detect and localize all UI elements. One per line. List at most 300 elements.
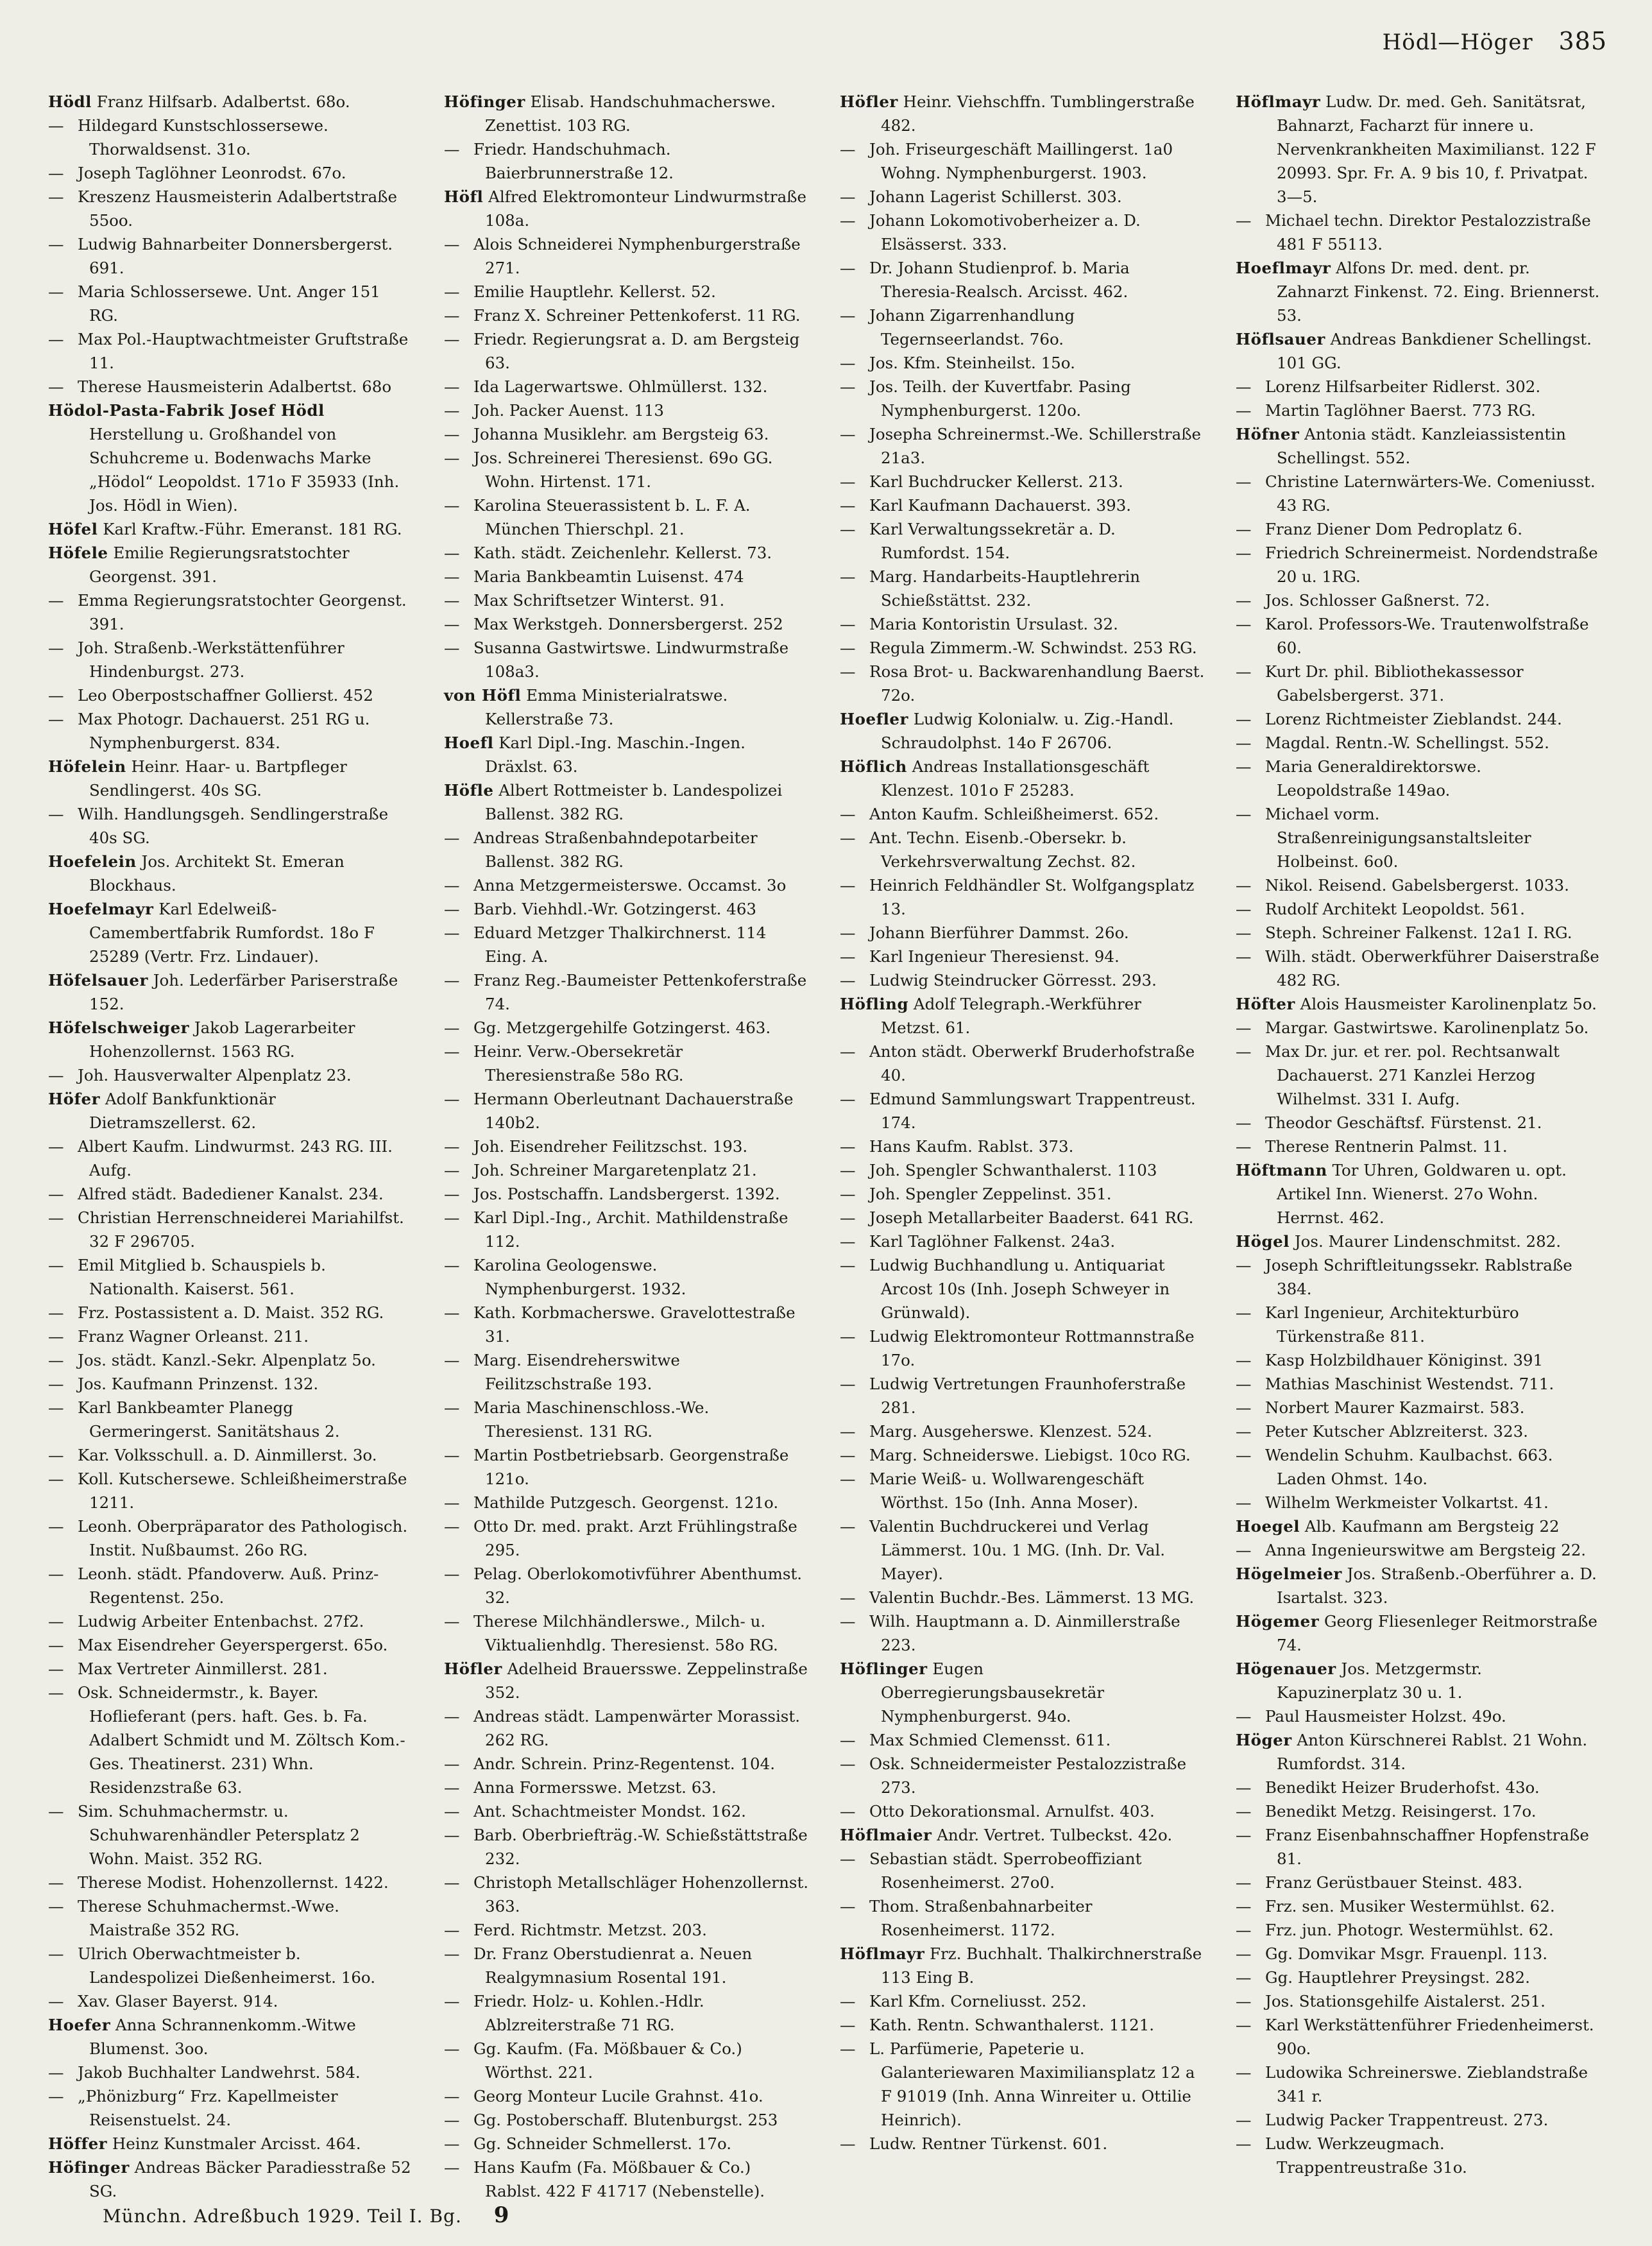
directory-entry (48, 161, 413, 185)
entry-dash: — (840, 662, 856, 681)
entry-dash: — (444, 449, 460, 467)
entry-details: Wendelin Schuhm. Kaulbachst. 663. Laden Ohmst. 14o. (1265, 1446, 1553, 1488)
entry-dash: — (444, 900, 460, 918)
entry-details: Alois Hausmeister Karolinenplatz 5o. (1300, 995, 1597, 1013)
entry-dash: — (840, 211, 856, 230)
entry-dash: — (444, 1161, 460, 1179)
directory-entry (1236, 1396, 1601, 1419)
entry-details: Alfred städt. Badediener Kanalst. 234. (78, 1185, 384, 1203)
entry-dash: — (48, 1944, 64, 1963)
entry-dash: — (1236, 2063, 1252, 2082)
entry-details: Joh. Spengler Zeppelinst. 351. (869, 1185, 1112, 1203)
entry-details: Gg. Schneider Schmellerst. 17o. (473, 2134, 732, 2153)
entry-details: Magdal. Rentn.-W. Schellingst. 552. (1265, 733, 1549, 752)
entry-details: Jos. Maurer Lindenschmitst. 282. (1294, 1232, 1562, 1251)
entry-details: Frz. sen. Musiker Westermühlst. 62. (1265, 1897, 1555, 1916)
directory-entry (1236, 1514, 1601, 1538)
directory-entry (444, 1514, 809, 1562)
entry-dash: — (444, 1612, 460, 1631)
entry-details: Marg. Ausgeherswe. Klenzest. 524. (869, 1422, 1152, 1441)
entry-dash: — (840, 472, 856, 491)
entry-dash: — (840, 1375, 856, 1393)
directory-entry (48, 1443, 413, 1467)
directory-entry (444, 778, 809, 826)
entry-surname: Hoefler (840, 710, 908, 728)
entry-details: Johann Bierführer Dammst. 26o. (869, 923, 1129, 942)
directory-entry (444, 493, 809, 541)
entry-details: Joh. Schreiner Margaretenplatz 21. (473, 1161, 757, 1179)
directory-entry (444, 826, 809, 873)
entry-details: Max Vertreter Ainmillerst. 281. (78, 1659, 328, 1678)
directory-entry (840, 873, 1205, 921)
entry-surname: Höfner (1236, 425, 1300, 443)
entry-details: Joseph Metallarbeiter Baaderst. 641 RG. (869, 1208, 1194, 1227)
directory-entry (444, 90, 809, 137)
entry-details: Pelag. Oberlokomotivführer Abenthumst. 32. (473, 1564, 803, 1607)
directory-entry (1236, 327, 1601, 375)
entry-dash: — (1236, 1968, 1252, 1987)
directory-entry (1236, 1253, 1601, 1301)
entry-dash: — (48, 1612, 64, 1631)
directory-entry (444, 1704, 809, 1752)
directory-entry (840, 1040, 1205, 1087)
entry-dash: — (444, 615, 460, 633)
entry-details: L. Parfümerie, Papeterie u. Galanteriewaren Maximiliansplatz 12 a F 91019 (Inh. Anna Winreiter u. Ottilie Heinrich). (869, 2039, 1195, 2129)
entry-dash: — (1236, 1256, 1252, 1274)
entry-dash: — (840, 354, 856, 372)
entry-details: Heinrich Feldhändler St. Wolfgangsplatz 13. (869, 876, 1195, 918)
entry-details: Kath. Rentn. Schwanthalerst. 1121. (869, 2016, 1155, 2034)
entry-dash: — (840, 876, 856, 895)
directory-entry (48, 327, 413, 375)
directory-entry (1236, 731, 1601, 755)
directory-entry (48, 636, 413, 683)
directory-entry (840, 256, 1205, 304)
directory-entry (1236, 897, 1601, 921)
entry-dash: — (1236, 377, 1252, 396)
entry-dash: — (48, 1636, 64, 1654)
directory-entry (444, 1918, 809, 1942)
entry-details: Johanna Musiklehr. am Bergsteig 63. (473, 425, 769, 443)
entry-details: Marie Weiß- u. Wollwarengeschäft Wörthst. 15o (Inh. Anna Moser). (869, 1470, 1145, 1512)
entry-details: Ferd. Richtmstr. Metzst. 203. (473, 1921, 707, 1939)
entry-details: Joh. Spengler Schwanthalerst. 1103 (869, 1161, 1157, 1179)
entry-details: Hans Kaufm (Fa. Mößbauer & Co.) Rablst. 422 F 41717 (Nebenstelle). (473, 2158, 765, 2200)
entry-dash: — (840, 1232, 856, 1251)
entry-dash: — (444, 1256, 460, 1274)
entry-surname: Höflmaier (840, 1826, 932, 1844)
directory-entry (840, 1752, 1205, 1799)
entry-surname: Höger (1236, 1731, 1292, 1749)
directory-entry (444, 1776, 809, 1799)
entry-surname: Höfler (840, 92, 898, 111)
entry-details: Jos. Straßenb.-Oberführer a. D. Isartalst. 323. (1277, 1564, 1597, 1607)
entry-details: Joseph Taglöhner Leonrodst. 67o. (78, 164, 346, 182)
entry-details: Karolina Geologenswe. Nymphenburgerst. 1932. (473, 1256, 686, 1298)
entry-dash: — (1236, 1707, 1252, 1726)
directory-entry (1236, 1538, 1601, 1562)
entry-details: Otto Dekorationsmal. Arnulfst. 403. (869, 1802, 1155, 1821)
directory-entry (1236, 2132, 1601, 2179)
directory-entry (840, 1419, 1205, 1443)
entry-details: Gg. Hauptlehrer Preysingst. 282. (1265, 1968, 1530, 1987)
entry-surname: Höffer (48, 2134, 108, 2153)
entry-details: Kreszenz Hausmeisterin Adalbertstraße 55oo. (78, 187, 398, 230)
entry-dash: — (840, 1256, 856, 1274)
entry-details: Jos. Kfm. Steinheilst. 15o. (869, 354, 1075, 372)
directory-entry (840, 1657, 1205, 1728)
entry-dash: — (840, 520, 856, 538)
directory-entry (48, 114, 413, 161)
entry-details: Lorenz Hilfsarbeiter Ridlerst. 302. (1265, 377, 1541, 396)
directory-entry (48, 1206, 413, 1253)
entry-details: Johann Lokomotivoberheizer a. D. Elsässerst. 333. (869, 211, 1141, 253)
entry-surname: Höfler (444, 1659, 502, 1678)
entry-details: Franz Wagner Orleanst. 211. (78, 1327, 309, 1346)
entry-details: Andr. Schrein. Prinz-Regentenst. 104. (473, 1754, 776, 1773)
footer-sheet: 9 (493, 2202, 510, 2228)
entry-dash: — (444, 1351, 460, 1369)
directory-entry (48, 1301, 413, 1324)
entry-surname: Höfinger (48, 2158, 130, 2177)
entry-details: Frz. jun. Photogr. Westermühlst. 62. (1265, 1921, 1554, 1939)
entry-details: Karl Ingenieur Theresienst. 94. (869, 947, 1120, 966)
directory-entry (48, 541, 413, 588)
entry-dash: — (48, 1185, 64, 1203)
entry-details: Friedr. Handschuhmach. Baierbrunnerstraße 12. (473, 140, 674, 182)
directory-entry (1236, 1419, 1601, 1443)
entry-dash: — (840, 1517, 856, 1536)
entry-dash: — (1236, 1897, 1252, 1916)
directory-entry (840, 1942, 1205, 1989)
directory-entry (444, 1609, 809, 1657)
directory-entry (444, 1823, 809, 1871)
directory-entry (1236, 612, 1601, 660)
entry-details: Kath. Korbmacherswe. Gravelottestraße 31. (473, 1303, 796, 1346)
entry-dash: — (444, 1398, 460, 1417)
entry-details: Frz. Postassistent a. D. Maist. 352 RG. (78, 1303, 384, 1322)
directory-entry (48, 375, 413, 399)
directory-entry (1236, 375, 1601, 399)
entry-details: Tor Uhren, Goldwaren u. opt. Artikel Inn. Wienerst. 27o Wohn. Herrnst. 462. (1277, 1161, 1567, 1227)
entry-surname: Höfelsauer (48, 971, 148, 990)
entry-dash: — (48, 1303, 64, 1322)
entry-details: Ant. Techn. Eisenb.-Obersekr. b. Verkehrsverwaltung Zechst. 82. (869, 828, 1136, 871)
entry-surname: Höflich (840, 757, 907, 776)
entry-details: Wilh. Hauptmann a. D. Ainmillerstraße 223. (869, 1612, 1180, 1654)
entry-dash: — (840, 923, 856, 942)
entry-details: Leonh. Oberpräparator des Pathologisch. Instit. Nußbaumst. 26o RG. (78, 1517, 408, 1559)
entry-details: Benedikt Metzg. Reisingerst. 17o. (1265, 1802, 1537, 1821)
directory-entry (444, 1040, 809, 1087)
entry-dash: — (444, 1778, 460, 1797)
column-1 (48, 90, 413, 2203)
entry-dash: — (444, 401, 460, 420)
entry-dash: — (444, 1018, 460, 1037)
directory-entry (444, 1871, 809, 1918)
directory-entry (1236, 541, 1601, 588)
entry-surname: Höfle (444, 781, 494, 800)
entry-dash: — (1236, 615, 1252, 633)
entry-details: Franz Gerüstbauer Steinst. 483. (1265, 1873, 1523, 1892)
entry-dash: — (1236, 662, 1252, 681)
entry-dash: — (840, 1897, 856, 1916)
entry-dash: — (444, 1090, 460, 1108)
directory-entry (1236, 1040, 1601, 1111)
entry-details: Jos. Schlosser Gaßnerst. 72. (1265, 591, 1490, 610)
entry-details: Gg. Postoberschaff. Blutenburgst. 253 (473, 2111, 778, 2129)
entry-dash: — (1236, 757, 1252, 776)
entry-surname: Hoefelmayr (48, 900, 154, 918)
entry-details: Mathilde Putzgesch. Georgenst. 121o. (473, 1493, 779, 1512)
entry-dash: — (48, 639, 64, 657)
entry-details: Gg. Domvikar Msgr. Frauenpl. 113. (1265, 1944, 1548, 1963)
entry-details: Karl Kraftw.-Führ. Emeranst. 181 RG. (103, 520, 402, 538)
entry-details: Therese Hausmeisterin Adalbertst. 68o (78, 377, 392, 396)
entry-surname: Höfter (1236, 995, 1295, 1013)
directory-entry (444, 1087, 809, 1135)
entry-details: Kurt Dr. phil. Bibliothekassessor Gabelsbergerst. 371. (1265, 662, 1524, 705)
directory-entry (48, 683, 413, 707)
entry-details: Maria Bankbeamtin Luisenst. 474 (473, 567, 744, 586)
entry-dash: — (1236, 2111, 1252, 2129)
entry-surname: Höfl (444, 187, 484, 206)
entry-details: Joh. Eisendreher Feilitzschst. 193. (473, 1137, 748, 1156)
directory-entry (1236, 1230, 1601, 1253)
entry-details: Nikol. Reisend. Gabelsbergerst. 1033. (1265, 876, 1569, 895)
entry-details: Johann Zigarrenhandlung Tegernseerlandst. 76o. (869, 306, 1075, 348)
entry-dash: — (840, 1849, 856, 1868)
directory-entry (48, 1135, 413, 1182)
directory-entry (840, 470, 1205, 493)
entry-surname: Hoefer (48, 2016, 111, 2034)
entry-details: Elisab. Handschuhmacherswe. Zenettist. 103 RG. (485, 92, 776, 135)
directory-entry (48, 1063, 413, 1087)
directory-entry (840, 1728, 1205, 1752)
entry-details: Ludwig Arbeiter Entenbachst. 27f2. (78, 1612, 364, 1631)
directory-entry (1236, 2013, 1601, 2061)
entry-details: Karolina Steuerassistent b. L. F. A. München Thierschpl. 21. (473, 496, 751, 538)
entry-dash: — (840, 1327, 856, 1346)
entry-details: Ludwig Elektromonteur Rottmannstraße 17o. (869, 1327, 1195, 1369)
entry-details: Karl Kaufmann Dachauerst. 393. (869, 496, 1132, 515)
entry-details: Emil Mitglied b. Schauspiels b. Nationalth. Kaiserst. 561. (78, 1256, 326, 1298)
directory-entry (840, 612, 1205, 636)
directory-entry (444, 565, 809, 588)
directory-entry (444, 873, 809, 897)
entry-dash: — (1236, 1018, 1252, 1037)
directory-entry (444, 2156, 809, 2203)
directory-entry (1236, 802, 1601, 873)
entry-dash: — (1236, 1493, 1252, 1512)
directory-entry (444, 731, 809, 778)
directory-entry (444, 1348, 809, 1396)
directory-entry (48, 1396, 413, 1443)
directory-entry (48, 1087, 413, 1135)
directory-entry (1236, 1016, 1601, 1040)
entry-dash: — (1236, 1802, 1252, 1821)
entry-details: Max Werkstgeh. Donnersbergerst. 252 (473, 615, 783, 633)
entry-details: Anna Formersswe. Metzst. 63. (473, 1778, 717, 1797)
directory-entry (444, 1396, 809, 1443)
entry-dash: — (840, 2134, 856, 2153)
directory-entry (444, 422, 809, 446)
directory-entry (840, 826, 1205, 873)
entry-dash: — (48, 116, 64, 135)
column-3 (840, 90, 1205, 2203)
directory-entry (840, 517, 1205, 565)
entry-dash: — (1236, 733, 1252, 752)
entry-details: Lorenz Richtmeister Zieblandst. 244. (1265, 710, 1562, 728)
directory-entry (1236, 209, 1601, 256)
entry-dash: — (444, 567, 460, 586)
entry-details: Emma Regierungsratstochter Georgenst. 391. (78, 591, 407, 633)
directory-entry (840, 1253, 1205, 1324)
entry-details: Dr. Johann Studienprof. b. Maria Theresia-Realsch. Arcisst. 462. (869, 259, 1130, 301)
entry-details: Emma Ministerialratswe. Kellerstraße 73. (485, 686, 728, 728)
directory-entry (444, 1491, 809, 1514)
entry-surname: Höfer (48, 1090, 101, 1108)
entry-dash: — (444, 876, 460, 895)
entry-details: Alb. Kaufmann am Bergsteig 22 (1304, 1517, 1560, 1536)
directory-entry (444, 375, 809, 399)
entry-details: Barb. Viehhdl.-Wr. Gotzingerst. 463 (473, 900, 756, 918)
entry-dash: — (444, 282, 460, 301)
directory-entry (1236, 1562, 1601, 1609)
entry-details: Hermann Oberleutnant Dachauerstraße 140b2. (473, 1090, 794, 1132)
entry-dash: — (1236, 1873, 1252, 1892)
entry-dash: — (1236, 805, 1252, 823)
entry-surname: Hoegel (1236, 1517, 1300, 1536)
entry-dash: — (48, 686, 64, 705)
directory-entry (840, 755, 1205, 802)
entry-details: Antonia städt. Kanzleiassistentin Schellingst. 552. (1277, 425, 1566, 467)
directory-entry (48, 802, 413, 850)
entry-details: Adolf Bankfunktionär Dietramszellerst. 62. (89, 1090, 276, 1132)
directory-entry (48, 1324, 413, 1348)
entry-dash: — (444, 1564, 460, 1583)
directory-entry (48, 1942, 413, 1989)
directory-entry (444, 2084, 809, 2108)
entry-dash: — (48, 1564, 64, 1583)
directory-entry (840, 1443, 1205, 1467)
entry-dash: — (444, 1185, 460, 1203)
entry-details: Karl Dipl.-Ing. Maschin.-Ingen. Dräxlst. 63. (485, 733, 745, 776)
entry-dash: — (1236, 1113, 1252, 1132)
entry-dash: — (840, 1042, 856, 1061)
entry-dash: — (444, 2087, 460, 2105)
entry-dash: — (840, 1090, 856, 1108)
entry-details: Anton Kürschnerei Rablst. 21 Wohn. Rumfordst. 314. (1277, 1731, 1588, 1773)
entry-details: Michael vorm. Straßenreinigungsanstaltsleiter Holbeinst. 6o0. (1265, 805, 1531, 871)
entry-details: Friedr. Holz- u. Kohlen.-Hdlr. Ablzreiterstraße 71 RG. (473, 1992, 704, 2034)
entry-dash: — (48, 282, 64, 301)
directory-entry (1236, 1301, 1601, 1348)
entry-details: Albert Rottmeister b. Landespolizei Ballenst. 382 RG. (485, 781, 783, 823)
entry-dash: — (48, 164, 64, 182)
entry-details: Heinr. Haar- u. Bartpfleger Sendlingerst. 40s SG. (89, 757, 347, 800)
directory-entry (444, 612, 809, 636)
entry-dash: — (48, 2087, 64, 2105)
entry-dash: — (840, 1992, 856, 2010)
entry-details: Max Dr. jur. et rer. pol. Rechtsanwalt Dachauerst. 271 Kanzlei Herzog Wilhelmst. 331 I. Aufg. (1265, 1042, 1560, 1108)
entry-details: Emilie Hauptlehr. Kellerst. 52. (473, 282, 716, 301)
entry-dash: — (444, 1754, 460, 1773)
entry-details: Frz. Buchhalt. Thalkirchnerstraße 113 Eing B. (881, 1944, 1202, 1987)
entry-dash: — (840, 1802, 856, 1821)
entry-surname: Högenauer (1236, 1659, 1336, 1678)
entry-details: Martin Postbetriebsarb. Georgenstraße 121o. (473, 1446, 789, 1488)
entry-dash: — (840, 1446, 856, 1464)
entry-details: Maria Schlossersewe. Unt. Anger 151 RG. (78, 282, 380, 325)
entry-details: Ulrich Oberwachtmeister b. Landespolizei Dießenheimerst. 16o. (78, 1944, 376, 1987)
entry-dash: — (840, 1161, 856, 1179)
directory-entry (48, 2084, 413, 2132)
entry-dash: — (840, 140, 856, 159)
directory-entry (840, 707, 1205, 755)
entry-dash: — (1236, 544, 1252, 562)
entry-dash: — (48, 1351, 64, 1369)
entry-details: Franz Hilfsarb. Adalbertst. 68o. (96, 92, 350, 111)
directory-entry (48, 2132, 413, 2156)
entry-details: Dr. Franz Oberstudienrat a. Neuen Realgymnasium Rosental 191. (473, 1944, 753, 1987)
entry-details: Josepha Schreinermst.-We. Schillerstraße 21a3. (869, 425, 1202, 467)
entry-details: Emilie Regierungsratstochter Georgenst. 391. (89, 544, 350, 586)
directory-entry (444, 1158, 809, 1182)
directory-entry (1236, 921, 1601, 945)
directory-entry (444, 1253, 809, 1301)
directory-entry (48, 2013, 413, 2061)
directory-entry (840, 2013, 1205, 2037)
entry-details: Max Photogr. Dachauerst. 251 RG u. Nymphenburgerst. 834. (78, 710, 370, 752)
entry-dash: — (48, 1897, 64, 1916)
directory-entry (840, 137, 1205, 185)
entry-dash: — (1236, 591, 1252, 610)
entry-dash: — (444, 1707, 460, 1726)
directory-entry (48, 1681, 413, 1799)
entry-dash: — (840, 1731, 856, 1749)
entry-dash: — (444, 1944, 460, 1963)
entry-surname: Hödol-Pasta-Fabrik Josef Hödl (48, 401, 325, 420)
entry-details: Friedr. Regierungsrat a. D. am Bergsteig 63. (473, 330, 800, 372)
entry-details: Paul Hausmeister Holzst. 49o. (1265, 1707, 1506, 1726)
entry-details: Heinr. Viehschffn. Tumblingerstraße 482. (881, 92, 1195, 135)
directory-entry (840, 304, 1205, 351)
directory-entry (840, 968, 1205, 992)
entry-details: Adelheid Brauersswe. Zeppelinstraße 352. (485, 1659, 808, 1702)
entry-details: Georg Monteur Lucile Grahnst. 41o. (473, 2087, 763, 2105)
entry-surname: Höflmayr (1236, 92, 1321, 111)
entry-details: Marg. Schneiderswe. Liebigst. 10co RG. (869, 1446, 1191, 1464)
entry-dash: — (1236, 1375, 1252, 1393)
directory-entry (48, 588, 413, 636)
entry-details: Karol. Professors-We. Trautenwolfstraße 60. (1265, 615, 1589, 657)
entry-details: Jakob Buchhalter Landwehrst. 584. (78, 2063, 361, 2082)
entry-details: Martin Taglöhner Baerst. 773 RG. (1265, 401, 1536, 420)
directory-entry (840, 1206, 1205, 1230)
entry-details: Therese Schuhmachermst.-Wwe. Maistraße 352 RG. (78, 1897, 339, 1939)
entry-dash: — (48, 1137, 64, 1156)
directory-entry (1236, 1799, 1601, 1823)
directory-entry (48, 1989, 413, 2013)
entry-details: Max Pol.-Hauptwachtmeister Gruftstraße 11. (78, 330, 409, 372)
entry-details: Johann Lagerist Schillerst. 303. (869, 187, 1122, 206)
entry-details: Valentin Buchdr.-Bes. Lämmerst. 13 MG. (869, 1588, 1195, 1607)
directory-entry (840, 2132, 1205, 2156)
entry-details: Therese Milchhändlerswe., Milch- u. Viktualienhdlg. Theresienst. 58o RG. (473, 1612, 778, 1654)
directory-entry (48, 850, 413, 897)
entry-dash: — (1236, 1826, 1252, 1844)
